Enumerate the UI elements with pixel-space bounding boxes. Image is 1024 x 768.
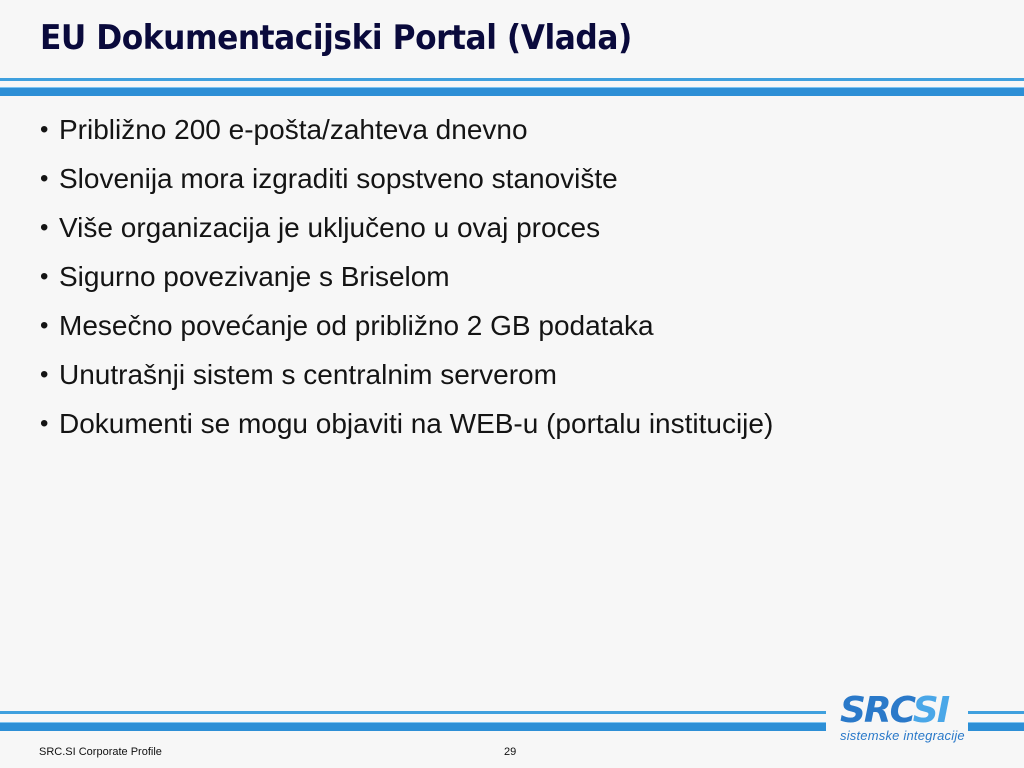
bullet-text: Više organizacija je uključeno u ovaj proces bbox=[59, 212, 601, 243]
footer-rule-thick-right bbox=[968, 722, 1024, 731]
bullet-text: Dokumenti se mogu objaviti na WEB-u (portalu institucije) bbox=[59, 408, 774, 439]
header-rule-thin bbox=[0, 78, 1024, 81]
company-logo bbox=[836, 690, 968, 746]
bullet-text: Slovenija mora izgraditi sopstveno stanovište bbox=[59, 163, 618, 194]
bullet-text: Sigurno povezivanje s Briselom bbox=[59, 261, 450, 292]
bullet-item bbox=[40, 255, 1000, 304]
bullet-item bbox=[40, 402, 1000, 451]
bullet-marker: • bbox=[40, 116, 49, 143]
bullet-marker: • bbox=[40, 361, 49, 388]
header-rule-thick bbox=[0, 87, 1024, 96]
bullet-item bbox=[40, 353, 1000, 402]
bullet-list bbox=[40, 108, 1000, 451]
logo-src-text: SRC bbox=[840, 690, 913, 731]
footer-rule-thick bbox=[0, 722, 826, 731]
bullet-text: Mesečno povećanje od približno 2 GB podataka bbox=[59, 310, 654, 341]
logo-subtitle: sistemske integracije bbox=[840, 728, 965, 743]
bullet-text: Približno 200 e-pošta/zahteva dnevno bbox=[59, 114, 528, 145]
bullet-item bbox=[40, 157, 1000, 206]
bullet-marker: • bbox=[40, 214, 49, 241]
logo-wordmark bbox=[840, 692, 948, 730]
bullet-marker: • bbox=[40, 312, 49, 339]
logo-si-text: SI bbox=[912, 690, 949, 731]
bullet-item bbox=[40, 206, 1000, 255]
footer-rule-thin-right bbox=[968, 711, 1024, 714]
bullet-item bbox=[40, 108, 1000, 157]
bullet-marker: • bbox=[40, 410, 49, 437]
bullet-text: Unutrašnji sistem s centralnim serverom bbox=[59, 359, 557, 390]
page-number: 29 bbox=[504, 746, 517, 758]
bullet-marker: • bbox=[40, 263, 49, 290]
footer-rule-thin bbox=[0, 711, 826, 714]
footer-label: SRC.SI Corporate Profile bbox=[39, 746, 162, 758]
bullet-marker: • bbox=[40, 165, 49, 192]
bullet-item bbox=[40, 304, 1000, 353]
slide-title: EU Dokumentacijski Portal (Vlada) bbox=[40, 18, 632, 58]
